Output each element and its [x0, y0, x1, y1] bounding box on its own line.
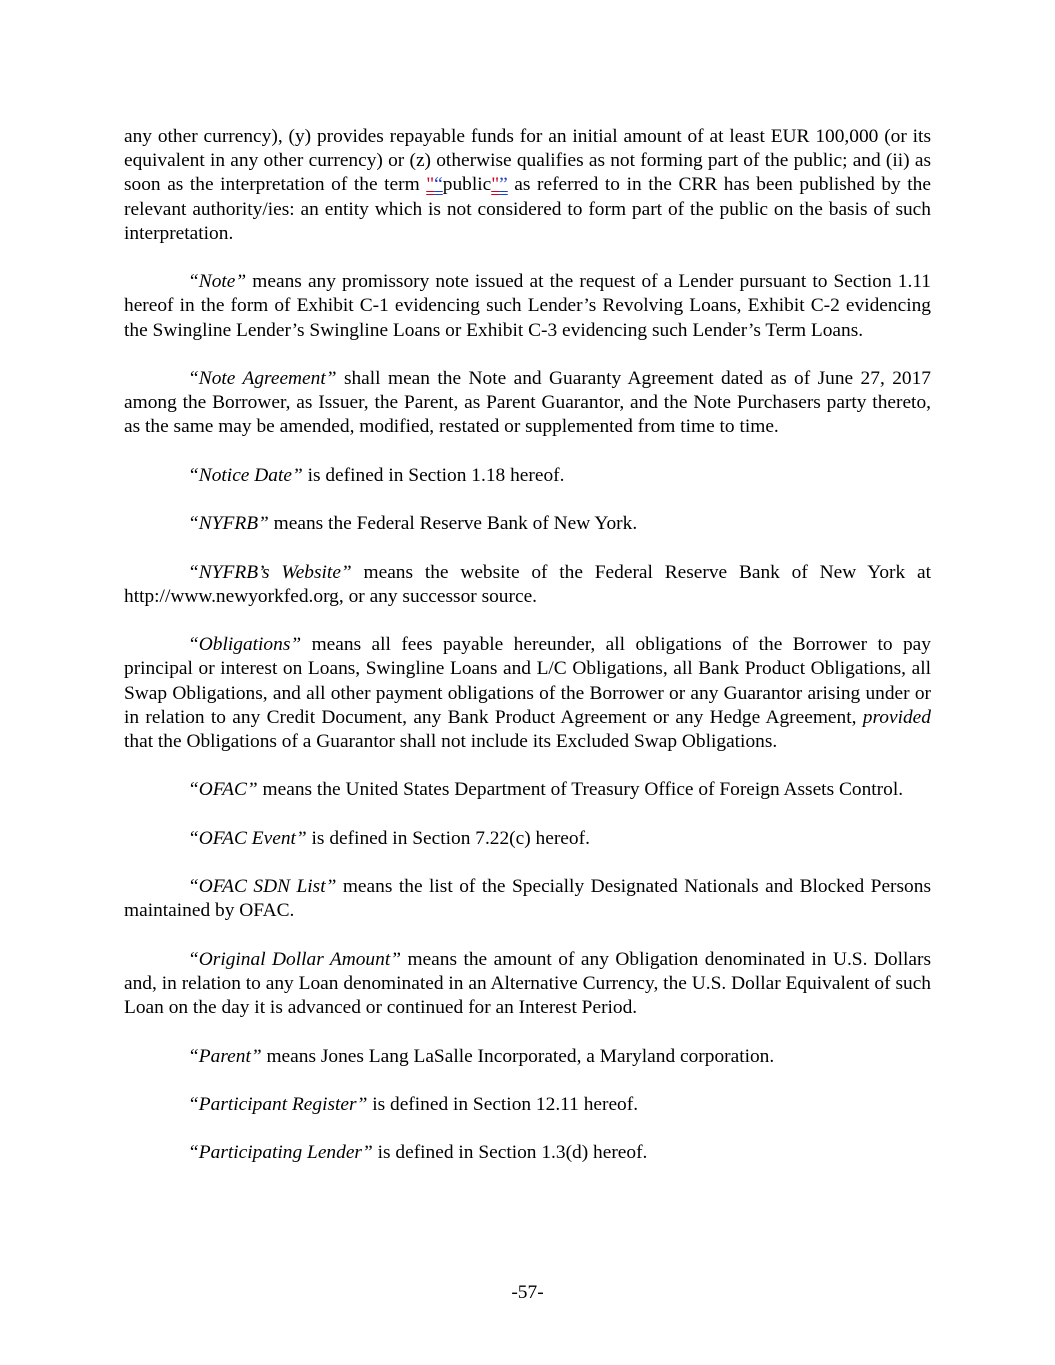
definition-body: means the amount of any Obligation denominated in U.S. Dollars and, in relation to any Loan denominated in an Alternative Currency, the U.S. Dollar Equivalent of such Loan on the day it is advanced or continued for an Interest Period. — [124, 948, 931, 1019]
redline-inserted-open-quote: “ — [434, 174, 443, 196]
definition-body: means the Federal Reserve Bank of New York. — [268, 513, 638, 535]
definition-nyfrb-website — [124, 561, 931, 609]
defined-term: “Note” — [188, 271, 247, 293]
definition-parent — [124, 1045, 931, 1069]
defined-term: “NYFRB’s Website” — [188, 561, 352, 583]
defined-term: “OFAC” — [188, 779, 258, 801]
definition-ofac-event — [124, 827, 931, 851]
defined-term: “Parent” — [188, 1045, 262, 1067]
defined-term: “OFAC Event” — [188, 827, 307, 849]
emphasis-provided: provided — [862, 706, 931, 728]
document-page — [124, 125, 931, 1190]
definition-body: is defined in Section 12.11 hereof. — [367, 1093, 639, 1115]
definition-body: is defined in Section 7.22(c) hereof. — [306, 827, 590, 849]
definition-ofac — [124, 778, 931, 802]
defined-term: “Participating Lender” — [188, 1142, 373, 1164]
defined-term: “OFAC SDN List” — [188, 876, 337, 898]
continuation-text-1: any other currency), (y) provides repayable funds for an initial amount of at least EUR 100,000 (or its equivalent in any other currency) or (z) otherwise qualifies as not forming part of the public; and (ii) as soon as the interpretation of the term — [124, 126, 931, 196]
definition-ofac-sdn-list — [124, 875, 931, 923]
definition-body: shall mean the Note and Guaranty Agreement dated as of June 27, 2017 among the Borrower, as Issuer, the Parent, as Parent Guarantor, and the Note Purchasers party thereto, as the same may be amended, modified, restated or supplemented from time to time. — [124, 368, 931, 438]
defined-term: “NYFRB” — [188, 513, 269, 535]
definition-body: means the list of the Specially Designated Nationals and Blocked Persons maintained by OFAC. — [124, 876, 931, 922]
definition-nyfrb — [124, 512, 931, 536]
term-public: public — [442, 174, 492, 196]
definition-body: is defined in Section 1.18 hereof. — [302, 464, 565, 486]
defined-term: “Obligations” — [188, 634, 302, 656]
redline-inserted-close-quote: ” — [499, 174, 508, 196]
definition-original-dollar-amount — [124, 948, 931, 1021]
defined-term: “Note Agreement” — [188, 368, 337, 389]
defined-term: “Original Dollar Amount” — [188, 948, 401, 970]
definition-note-agreement — [124, 367, 931, 440]
definition-notice-date — [124, 464, 931, 488]
continuation-paragraph — [124, 125, 931, 246]
definition-body: means any promissory note issued at the request of a Lender pursuant to Section 1.11 hereof in the form of Exhibit C-1 evidencing such Lender’s Revolving Loans, Exhibit C-2 evidencing the Swingline Lender’s Swingline Loans or Exhibit C-3 evidencing such Lender’s Term Loans. — [124, 271, 931, 341]
definition-body: means all fees payable hereunder, all obligations of the Borrower to pay principal or interest on Loans, Swingline Loans and L/C Obligations, all Bank Product Obligations, all Swap Obligations, and all other payment obligations of the Borrower or any Guarantor arising under or in relation to any Credit Document, any Bank Product Agreement or any Hedge Agreement, — [124, 634, 931, 728]
definition-participant-register — [124, 1093, 931, 1117]
definition-body: means the website of the Federal Reserve Bank of New York at http://www.newyorkfed.org, or any successor source. — [124, 561, 931, 607]
defined-term: “Participant Register” — [188, 1093, 368, 1115]
definition-participating-lender — [124, 1141, 931, 1165]
definition-obligations — [124, 633, 931, 754]
definition-body-continued: that the Obligations of a Guarantor shall not include its Excluded Swap Obligations. — [124, 730, 778, 752]
continuation-text-2: as referred to in the CRR has been published by the relevant authority/ies: an entity which is not considered to form part of the public on the basis of such interpretation. — [124, 174, 931, 244]
page-number: -57- — [511, 1282, 544, 1303]
definition-body: is defined in Section 1.3(d) hereof. — [372, 1142, 648, 1164]
defined-term: “Notice Date” — [188, 464, 303, 486]
redline-deleted-open-quote: " — [426, 174, 435, 196]
definition-body: means the United States Department of Treasury Office of Foreign Assets Control. — [257, 779, 904, 801]
redline-deleted-close-quote: " — [491, 174, 500, 196]
definition-body: means Jones Lang LaSalle Incorporated, a Maryland corporation. — [261, 1045, 775, 1067]
definition-note — [124, 270, 931, 343]
